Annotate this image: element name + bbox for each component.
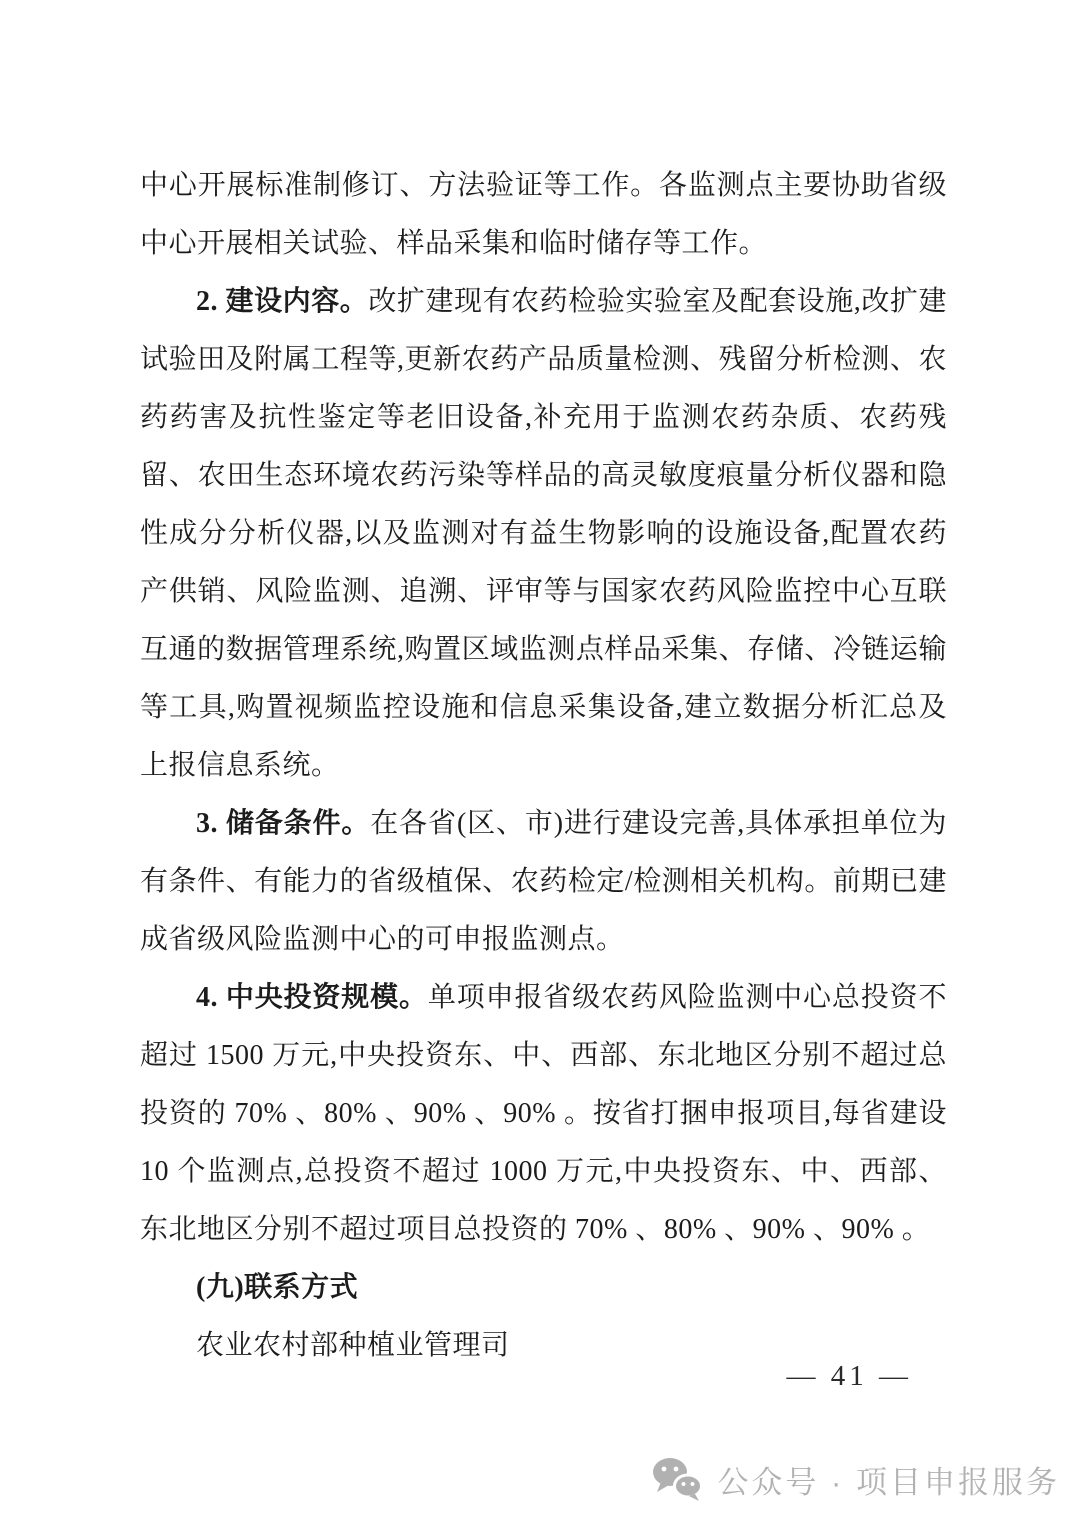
section-heading [140,1259,947,1317]
paragraph-text: 中心开展标准制修订、方法验证等工作。各监测点主要协助省级中心开展相关试验、样品采集和临时储存等工作。 [140,170,947,259]
watermark [651,1456,1060,1502]
wechat-icon [651,1456,703,1502]
paragraph [140,795,947,969]
watermark-text: 公众号 · 项目申报服务 [717,1464,1060,1500]
paragraph-text: 改扩建现有农药检验实验室及配套设施,改扩建试验田及附属工程等,更新农药产品质量检测、残留分析检测、农药药害及抗性鉴定等老旧设备,补充用于监测农药杂质、农药残留、农田生态环境农药污染等样品的高灵敏度痕量分析仪器和隐性成分分析仪器,以及监测对有益生物影响的设施设备,配置农药产供销、风险监测、追溯、评审等与国家农药风险监控中心互联互通的数据管理系统,购置区域监测点样品采集、存储、冷链运输等工具,购置视频监控设施和信息采集设备,建立数据分析汇总及上报信息系统。 [140,286,947,781]
paragraph-lead-bold: (九)联系方式 [196,1272,359,1303]
paragraph-text: 农业农村部种植业管理司 [196,1330,510,1361]
paragraph [140,273,947,795]
paragraph-text: 单项申报省级农药风险监测中心总投资不超过 1500 万元,中央投资东、中、西部、东北地区分别不超过总投资的 70% 、80% 、90% 、90% 。按省打捆申报项目,每省建设 10 个监测点,总投资不超过 1000 万元,中央投资东、中、西部、东北地区分别不超过项目总投资的 70% 、80% 、90% 、90% 。 [140,982,947,1245]
page-number: — 41 — [786,1360,912,1392]
paragraph-lead-bold: 3. 储备条件。 [196,808,371,839]
paragraph [140,969,947,1259]
paragraph-lead-bold: 4. 中央投资规模。 [196,982,428,1013]
document-body [140,157,947,1375]
paragraph-text: 在各省(区、市)进行建设完善,具体承担单位为有条件、有能力的省级植保、农药检定/检测相关机构。前期已建成省级风险监测中心的可申报监测点。 [140,808,947,955]
paragraph [140,157,947,273]
paragraph-lead-bold: 2. 建设内容。 [196,286,369,317]
